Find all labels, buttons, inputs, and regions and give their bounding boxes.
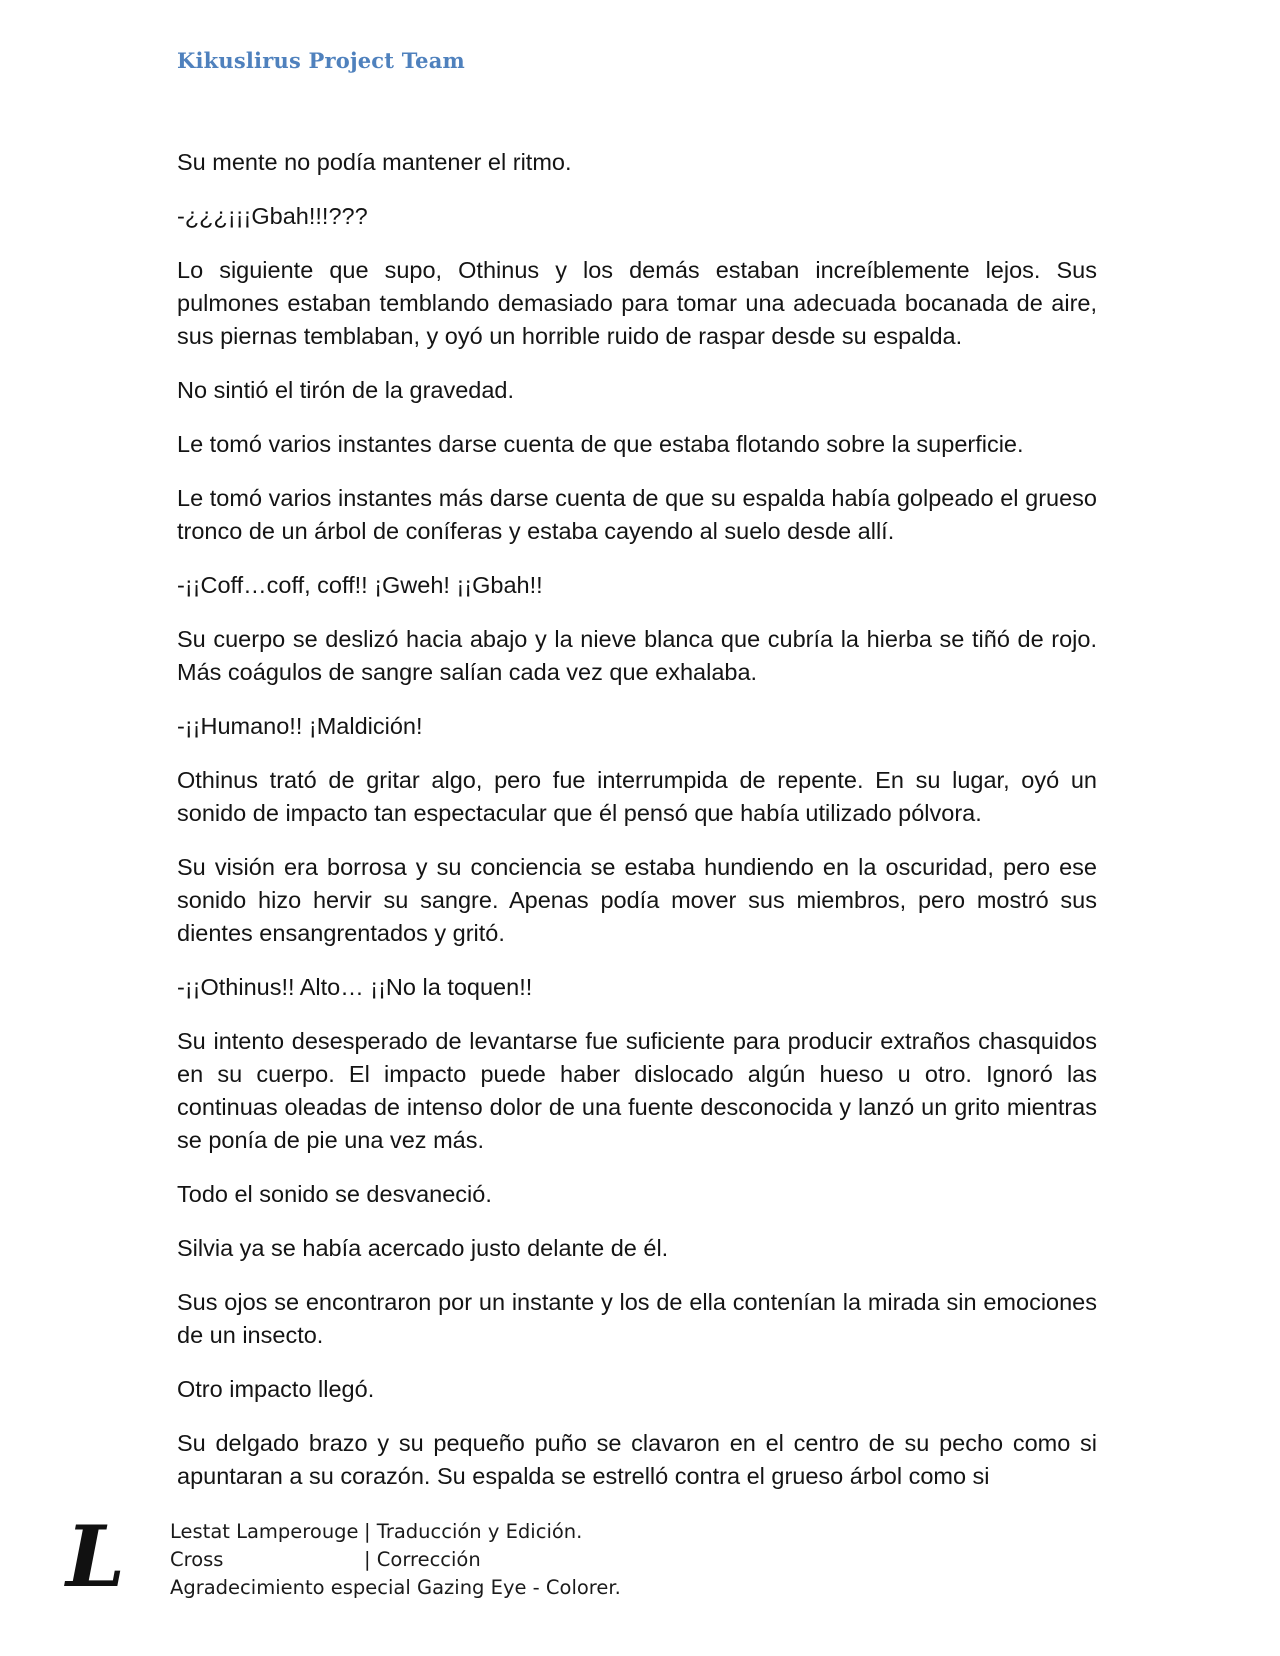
paragraph: -¡¡Othinus!! Alto… ¡¡No la toquen!!	[177, 974, 533, 1000]
svg-text:L: L	[66, 1520, 126, 1596]
credit-name: Cross	[170, 1548, 224, 1571]
paragraph: Todo el sonido se desvaneció.	[177, 1181, 492, 1207]
paragraph: Su intento desesperado de levantarse fue suficiente para producir extraños chasquidos en su cuerpo. El impacto puede haber dislocado algún hueso u otro. Ignoró las continuas oleadas de intenso dolor de una fuente desconocida y lanzó un grito mientras se ponía de pie una vez más.	[177, 1028, 1097, 1153]
special-thanks: Agradecimiento especial Gazing Eye - Colorer.	[170, 1576, 621, 1599]
credit-row	[170, 1518, 621, 1546]
paragraph: Su cuerpo se deslizó hacia abajo y la nieve blanca que cubría la hierba se tiñó de rojo. Más coágulos de sangre salían cada vez que exhalaba.	[177, 626, 1097, 685]
footer-credits	[170, 1518, 621, 1602]
paragraph: -¿¿¿¡¡¡Gbah!!!???	[177, 203, 368, 229]
paragraph: Othinus trató de gritar algo, pero fue interrumpida de repente. En su lugar, oyó un sonido de impacto tan espectacular que él pensó que había utilizado pólvora.	[177, 767, 1097, 826]
paragraph: Le tomó varios instantes más darse cuenta de que su espalda había golpeado el grueso tronco de un árbol de coníferas y estaba cayendo al suelo desde allí.	[177, 485, 1097, 544]
paragraph: Su mente no podía mantener el ritmo.	[177, 149, 572, 175]
credit-row	[170, 1546, 621, 1574]
credit-role: | Traducción y Edición.	[364, 1520, 583, 1543]
document-body	[177, 146, 1097, 1493]
paragraph: Silvia ya se había acercado justo delante de él.	[177, 1235, 669, 1261]
header-title: Kikuslirus Project Team	[177, 48, 465, 73]
paragraph: Su delgado brazo y su pequeño puño se clavaron en el centro de su pecho como si apuntaran a su corazón. Su espalda se estrelló contra el grueso árbol como si	[177, 1430, 1097, 1489]
gothic-l-logo-icon	[64, 1520, 130, 1596]
paragraph: Su visión era borrosa y su conciencia se estaba hundiendo en la oscuridad, pero ese sonido hizo hervir su sangre. Apenas podía mover sus miembros, pero mostró sus dientes ensangrentados y gritó.	[177, 854, 1097, 946]
paragraph: No sintió el tirón de la gravedad.	[177, 377, 515, 403]
paragraph: Lo siguiente que supo, Othinus y los demás estaban increíblemente lejos. Sus pulmones estaban temblando demasiado para tomar una adecuada bocanada de aire, sus piernas temblaban, y oyó un horrible ruido de raspar desde su espalda.	[177, 257, 1097, 349]
credit-role: | Corrección	[364, 1548, 481, 1571]
paragraph: Otro impacto llegó.	[177, 1376, 375, 1402]
paragraph: -¡¡Humano!! ¡Maldición!	[177, 713, 423, 739]
paragraph: Sus ojos se encontraron por un instante y los de ella contenían la mirada sin emociones de un insecto.	[177, 1289, 1097, 1348]
paragraph: -¡¡Coff…coff, coff!! ¡Gweh! ¡¡Gbah!!	[177, 572, 543, 598]
paragraph: Le tomó varios instantes darse cuenta de que estaba flotando sobre la superficie.	[177, 431, 1024, 457]
credit-name: Lestat Lamperouge	[170, 1520, 359, 1543]
